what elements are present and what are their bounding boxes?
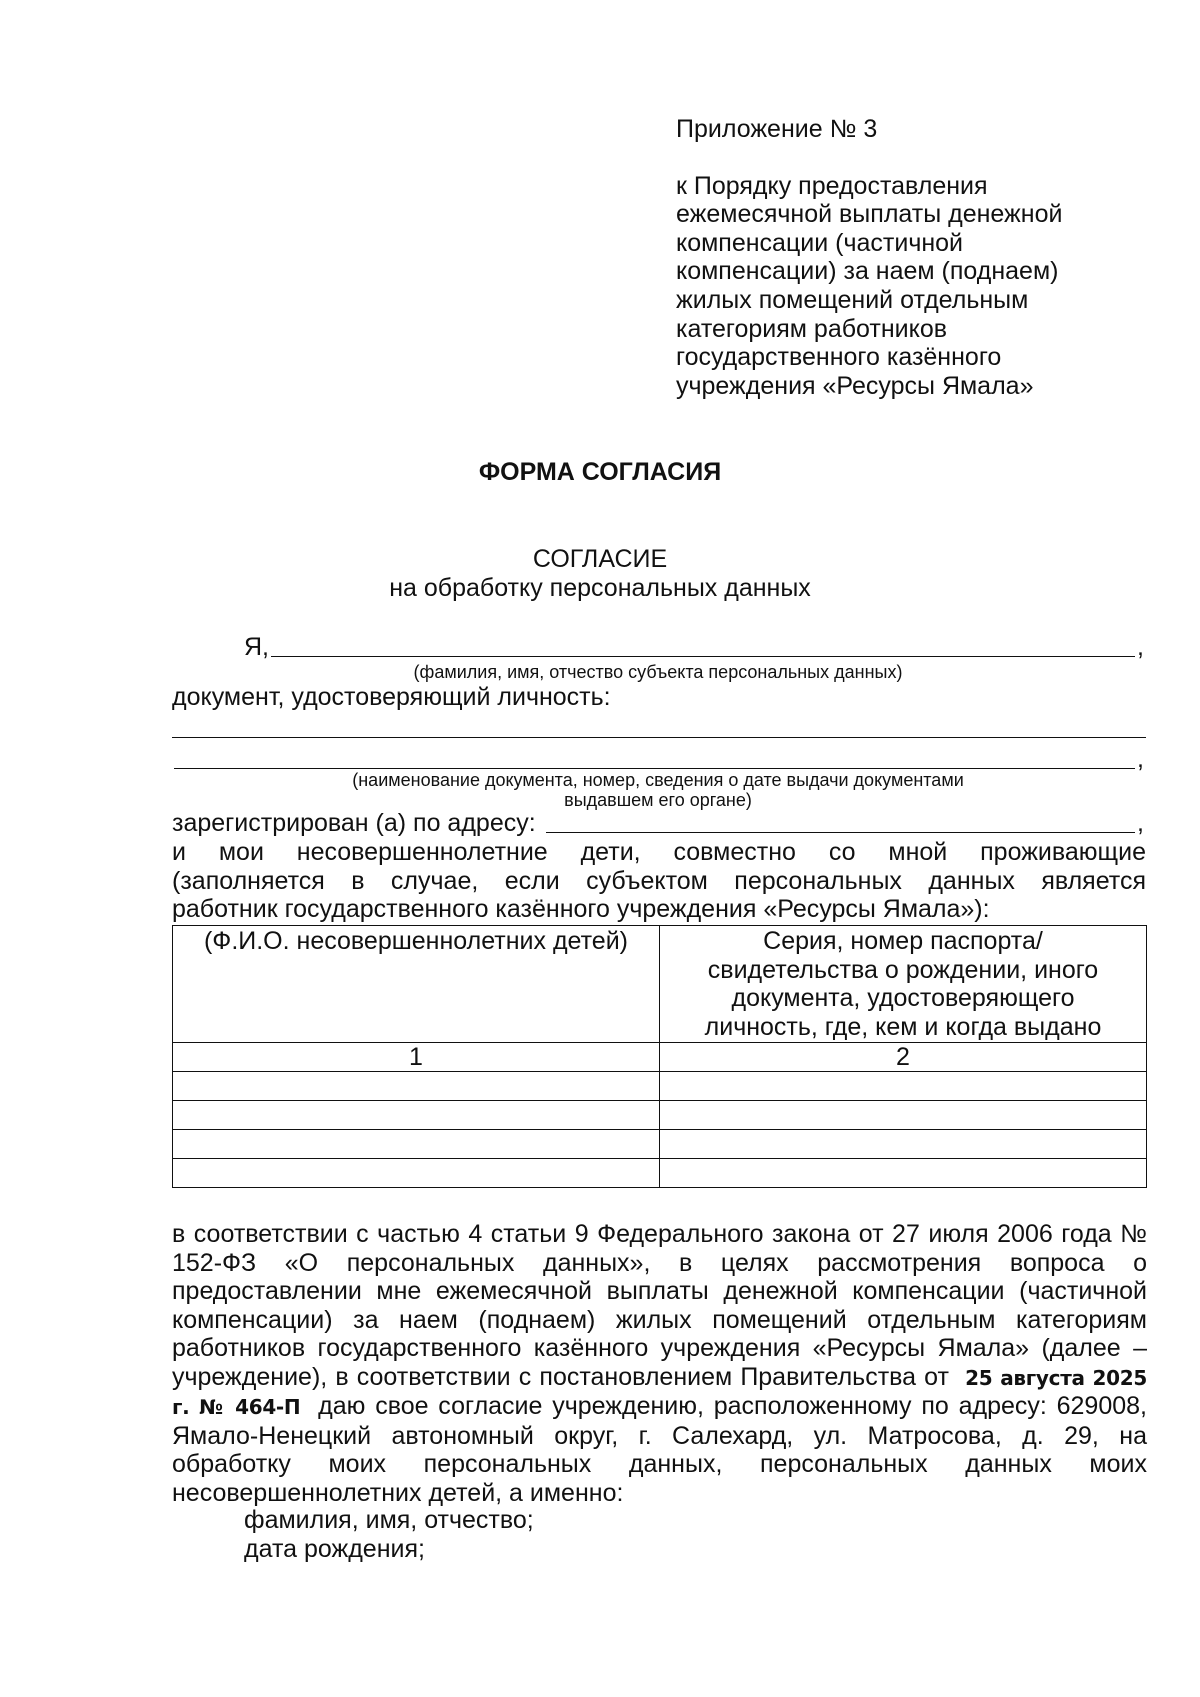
appendix-block [676, 115, 1146, 400]
kids-intro-line: работник государственного казённого учреждения «Ресурсы Ямала»): [172, 895, 990, 923]
appendix-line: ежемесячной выплаты денежной [676, 200, 1063, 229]
address-label: зарегистрирован (а) по адресу: [172, 809, 536, 837]
appendix-number: Приложение № 3 [676, 115, 878, 143]
table-header-cell: Серия, номер паспорта/ свидетельства о рождении, иного документа, удостоверяющего личность, где, кем и когда выдано [660, 926, 1147, 1043]
body-text-part: даю свое согласие учреждению, расположенному по адресу: 629008, Ямало-Ненецкий автономный округ, г. Салехард, ул. Матросова, д. 29, на обработку моих персональных данных, персональных данных моих несовершеннолетних детей, а именно: [172, 1392, 1147, 1507]
body-text-part: в соответствии с частью 4 статьи 9 Федерального закона от 27 июля 2006 года № 152-ФЗ «О персональных данных», в целях рассмотрения вопроса о предоставлении мне ежемесячной выплаты денежной компенсации (частичной компенсации) за наем (поднаем) жилых помещений отдельным категориям работников государственного казённого учреждения «Ресурсы Ямала» (далее – учреждение), в соответствии с постановлением Правительства от [172, 1220, 1147, 1391]
table-cell[interactable] [173, 1072, 660, 1101]
address-suffix: , [1137, 809, 1144, 837]
appendix-line: жилых помещений отдельным [676, 285, 1029, 314]
kids-intro-line: и мои несовершеннолетние дети, совместно со мной проживающие [172, 838, 1146, 866]
fio-suffix: , [1137, 633, 1144, 661]
fio-field-row [244, 633, 1144, 662]
kids-intro-line: (заполняется в случае, если субъектом персональных данных является [172, 867, 1146, 895]
document-hint [172, 770, 1144, 810]
table-header-cell: (Ф.И.О. несовершеннолетних детей) [173, 926, 660, 1043]
appendix-line: к Порядку предоставления [676, 171, 988, 200]
table-cell[interactable] [660, 1072, 1147, 1101]
table-number-cell: 1 [173, 1043, 660, 1072]
appendix-line: государственного казённого [676, 343, 1002, 372]
table-cell[interactable] [660, 1159, 1147, 1188]
fio-blank-line[interactable] [271, 655, 1135, 657]
appendix-line: компенсации) за наем (поднаем) [676, 257, 1059, 286]
list-item: фамилия, имя, отчество; [244, 1506, 534, 1534]
table-row [173, 1159, 1147, 1188]
table-cell[interactable] [660, 1130, 1147, 1159]
document-suffix: , [1137, 745, 1144, 773]
appendix-line: компенсации (частичной [676, 228, 964, 257]
table-cell[interactable] [660, 1101, 1147, 1130]
document-hint-line: (наименование документа, номер, сведения о дате выдачи документами [352, 770, 964, 790]
document-blank-line-1[interactable] [172, 737, 1146, 738]
table-header-row [173, 926, 1147, 1043]
document-blank-line-2[interactable] [174, 767, 1135, 769]
table-cell[interactable] [173, 1159, 660, 1188]
consent-title: СОГЛАСИЕ [532, 545, 668, 573]
consent-subtitle: на обработку персональных данных [389, 574, 811, 602]
document-label: документ, удостоверяющий личность: [172, 683, 611, 711]
form-title: ФОРМА СОГЛАСИЯ [478, 458, 722, 486]
list-item: дата рождения; [244, 1535, 425, 1563]
table-row [173, 1072, 1147, 1101]
table-row [173, 1130, 1147, 1159]
table-row [173, 1101, 1147, 1130]
table-number-cell: 2 [660, 1043, 1147, 1072]
appendix-line: категориям работников [676, 314, 948, 343]
children-table [172, 925, 1147, 1188]
document-hint-line: выдавшем его органе) [564, 790, 752, 810]
fio-prefix: Я, [244, 633, 269, 661]
table-cell[interactable] [173, 1130, 660, 1159]
fio-hint: (фамилия, имя, отчество субъекта персональных данных) [413, 662, 903, 682]
address-blank-line[interactable] [546, 831, 1135, 833]
address-field-row [172, 809, 1144, 838]
table-number-row [173, 1043, 1147, 1072]
resolution-stamp: 25 августа 2025 г. № 464-П [172, 1365, 1147, 1419]
appendix-line: учреждения «Ресурсы Ямала» [676, 371, 1034, 400]
table-cell[interactable] [173, 1101, 660, 1130]
consent-body-paragraph [172, 1220, 1147, 1507]
